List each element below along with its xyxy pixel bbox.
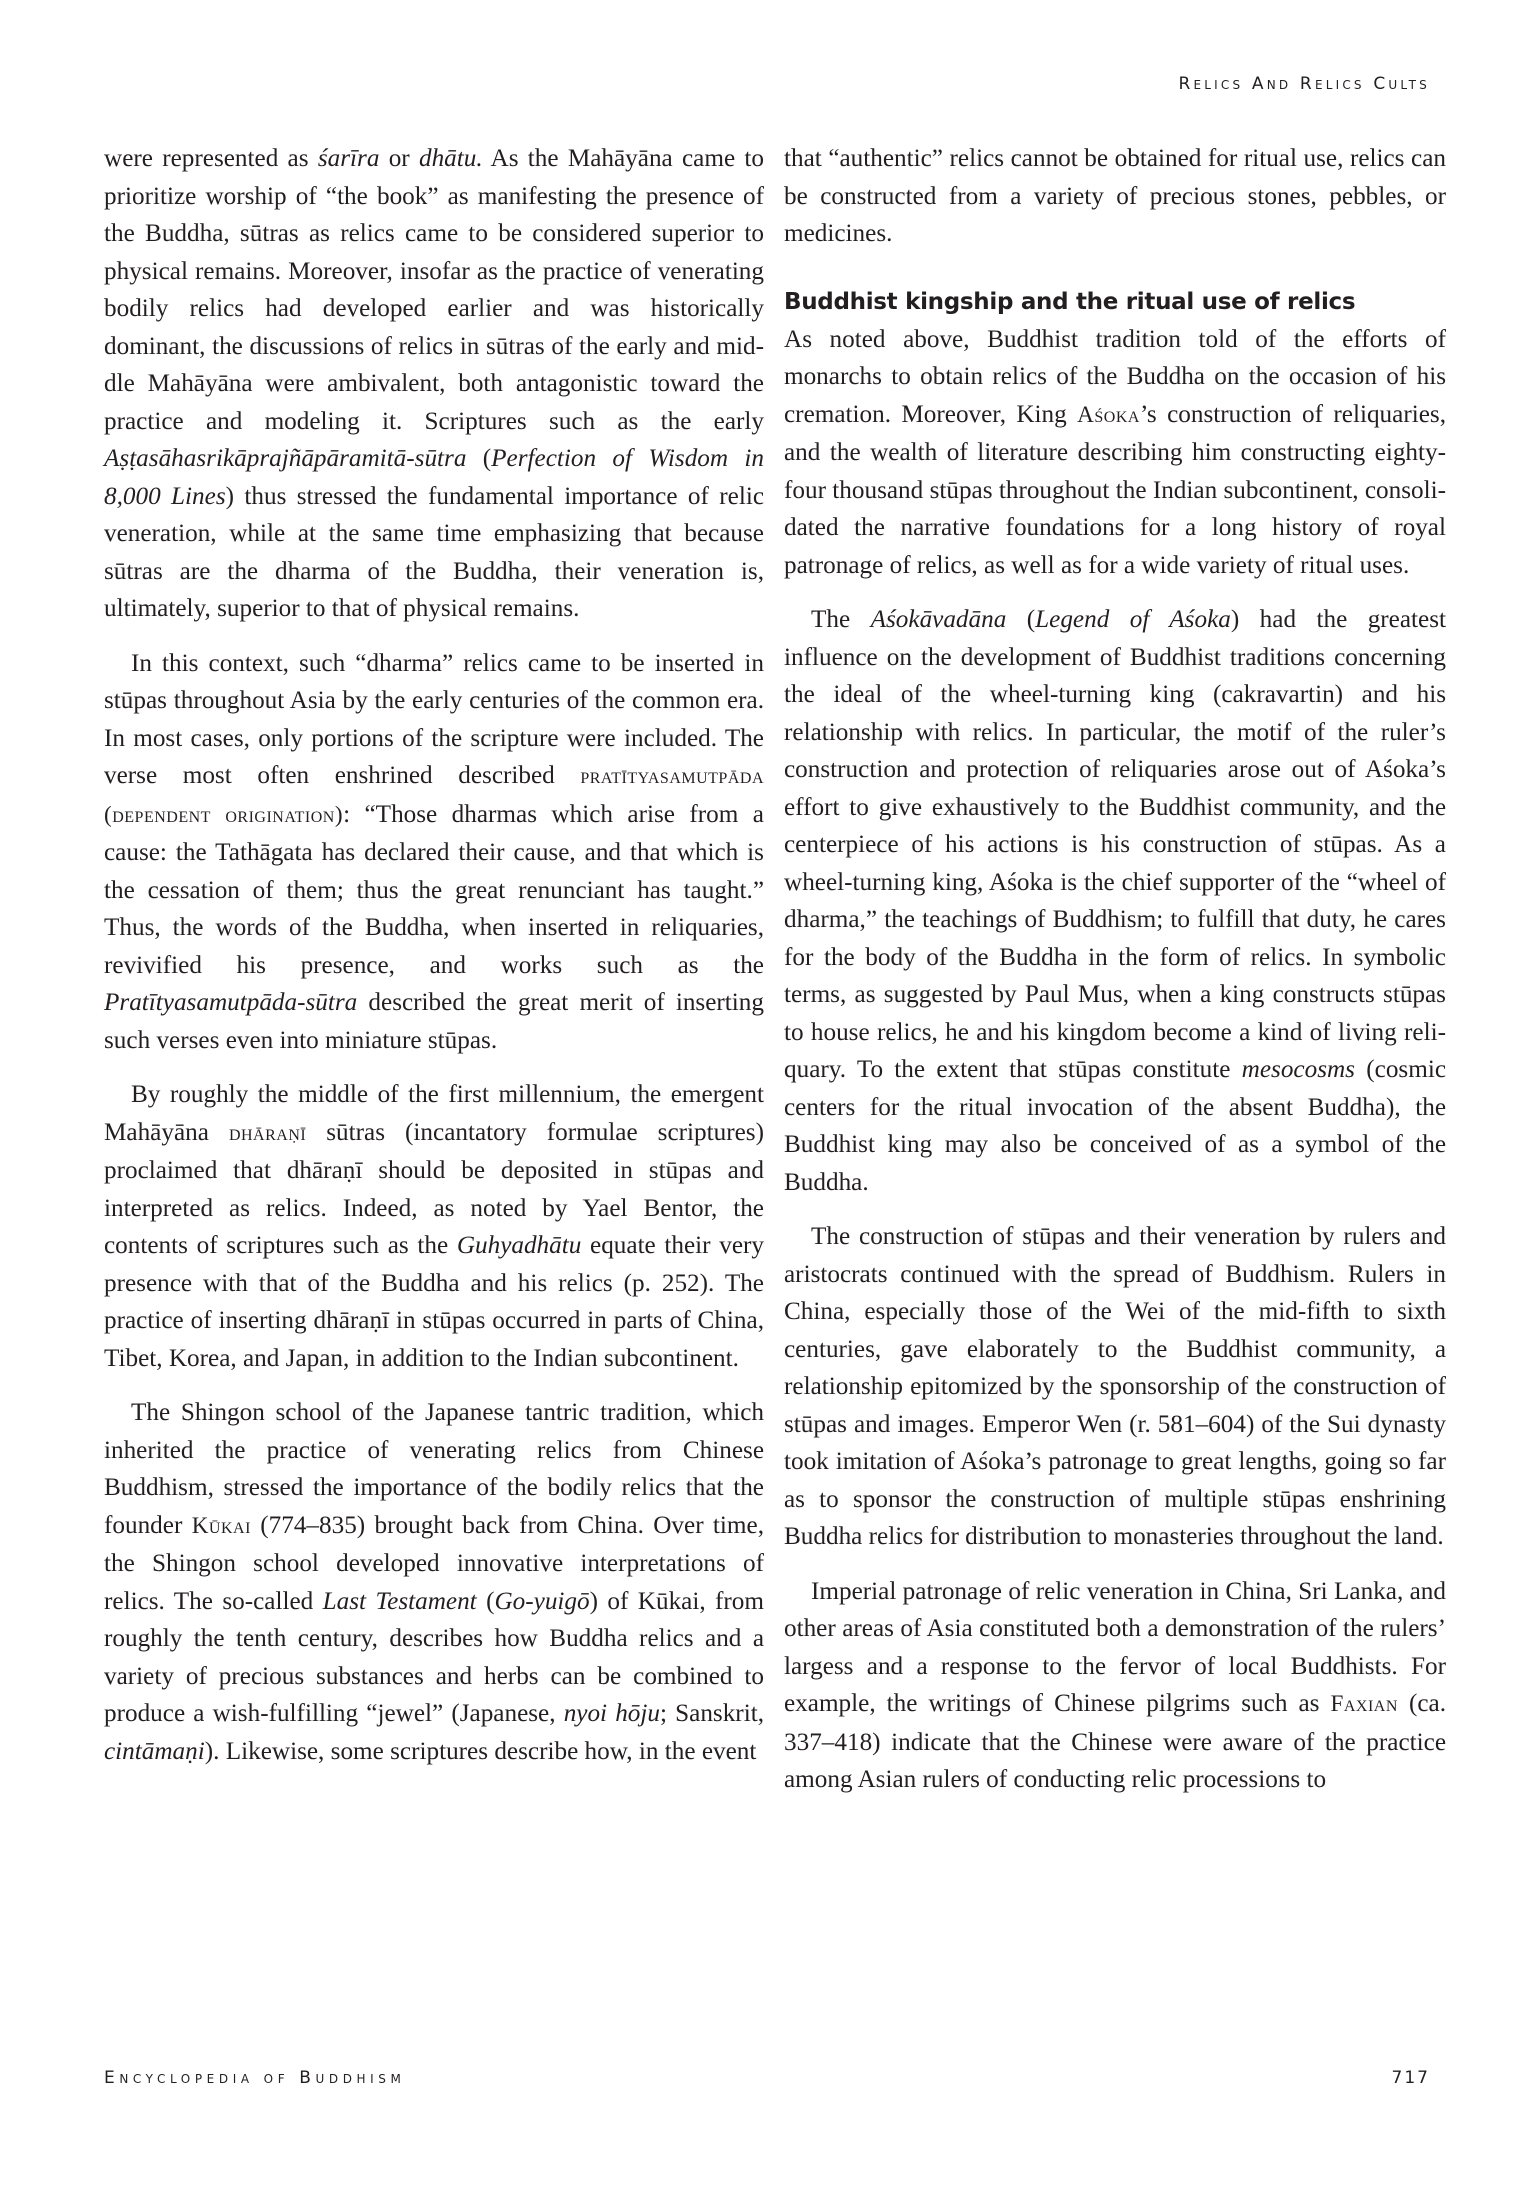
text-run: were represented as bbox=[104, 145, 318, 172]
italic-term: mesocosms bbox=[1241, 1056, 1355, 1083]
text-run: ) thus stressed the fundamental importance of relic veneration, while at the same time emphasizing that because sūtras are the dharma of the Buddha, their veneration is, ultimately, superior to that of physical remains. bbox=[104, 482, 764, 622]
cross-reference-link[interactable]: Faxian bbox=[1330, 1691, 1398, 1717]
left-column bbox=[104, 140, 764, 1787]
italic-term: Guhyadhātu bbox=[456, 1232, 582, 1259]
text-run: ( bbox=[466, 445, 492, 472]
italic-term: Legend of Aśoka bbox=[1035, 606, 1231, 633]
italic-term: Aṣṭasāhasrikāprajñāpāramitā-sūtra bbox=[104, 445, 467, 472]
text-run: In this context, such “dharma” relics came to be inserted in stūpas throughout Asia by the early centuries of the common era. In most cases, only portions of the scripture were included. The verse most often enshrined described bbox=[104, 649, 764, 789]
text-run: ). Likewise, some scriptures describe how, in the event bbox=[204, 1737, 757, 1765]
cross-reference-link[interactable]: Kūkai bbox=[191, 1512, 251, 1539]
text-run: ) of Kūkai, from roughly the tenth century, describes how Buddha relics and a variety of precious substances and herbs can be combined to produce a wish-fulfilling “jewel” (Japanese, bbox=[104, 1587, 764, 1727]
italic-term: Last Testament bbox=[322, 1587, 477, 1615]
text-run: As the Mahāyāna came to prioritize worship of “the book” as manifesting the presence of the Buddha, sūtras as relics came to be considered superior to physical remains. Moreover, insofar as the practice of venerating bodily relics had developed earlier and was historically dominant, the discussions of relics in sūtras of the early and middle Mahāyāna were ambivalent, both antagonistic toward the practice and modeling it. Scriptures such as the early bbox=[104, 145, 765, 435]
paragraph bbox=[104, 645, 764, 1060]
italic-term: cintāmaṇi bbox=[104, 1737, 205, 1765]
italic-term: Go-yuigō bbox=[494, 1587, 590, 1615]
italic-term: dhātu. bbox=[418, 145, 483, 172]
paragraph bbox=[104, 1394, 764, 1770]
text-run: ) had the greatest influence on the development of Buddhist traditions concerning the ideal of the wheel-turning king (cakravartin) and his relationship with relics. In particular, the motif of the ruler’s construction and protection of reliquaries arose out of Aśoka’s effort to give exhaustively to the Buddhist community, and the centerpiece of his actions is his construction of stūpas. As a wheel-turning king, Aśoka is the chief supporter of the “wheel of dharma,” the teachings of Buddhism; to fulfill that duty, he cares for the body of the Buddha in the form of relics. In symbolic terms, as suggested by Paul Mus, when a king constructs stūpas to house relics, he and his kingdom become a kind of living reliquary. To the extent that stūpas constitute bbox=[784, 606, 1447, 1083]
page-number: 717 bbox=[1391, 2068, 1430, 2088]
paragraph bbox=[104, 1076, 764, 1377]
page-footer bbox=[104, 2068, 1430, 2088]
text-run: ; Sanskrit, bbox=[659, 1700, 764, 1727]
cross-reference-link[interactable]: pratītyasamutpāda (dependent origination) bbox=[104, 763, 764, 828]
paragraph-continued bbox=[784, 140, 1446, 253]
text-run: The construction of stūpas and their veneration by rulers and aristocrats continued with the spread of Buddhism. Rulers in China, especially those of the Wei of the mid-fifth to sixth centuries, gave elaborately to the Buddhist community, a relationship epitomized by the sponsorship of the construction of stūpas and images. Emperor Wen (r. 581–604) of the Sui dynasty took imitation of Aśoka’s patronage to great lengths, going so far as to sponsor the construction of multiple stūpas enshrining Buddha relics for distribution to monasteries throughout the land. bbox=[784, 1223, 1446, 1550]
right-column bbox=[784, 140, 1446, 1816]
text-run: ( bbox=[476, 1587, 495, 1615]
italic-term: Perfection of Wisdom in 8,000 Lines bbox=[104, 445, 765, 510]
text-run: Imperial patronage of relic veneration in China, Sri Lanka, and other areas of Asia constituted both a demonstration of the rulers’ largess and a response to the fervor of local Buddhists. For example, the writings of Chinese pilgrims such as bbox=[784, 1577, 1446, 1717]
text-run: (774–835) brought back from China. Over time, the Shingon school developed innovative interpretations of relics. The so-called bbox=[104, 1511, 764, 1615]
cross-reference-link[interactable]: Aśoka bbox=[1077, 401, 1140, 428]
text-run: (cosmic centers for the ritual invocation of the absent Buddha), the Buddhist king may also be conceived of as a symbol of the Buddha. bbox=[784, 1056, 1447, 1196]
cross-reference-link[interactable]: dhāraṇī bbox=[228, 1119, 307, 1146]
text-run: (ca. 337–418) indicate that the Chinese were aware of the practice among Asian rulers of conducting relic processions to bbox=[784, 1690, 1447, 1793]
text-run: sūtras (incantatory formulae scriptures) proclaimed that dhāraṇī should be deposited in stūpas and interpreted as relics. Indeed, as noted by Yael Bentor, the contents of scriptures such as the bbox=[104, 1118, 764, 1259]
paragraph bbox=[784, 1218, 1446, 1556]
text-run: As noted above, Buddhist tradition told of the efforts of monarchs to obtain relics of the Buddha on the occasion of his cremation. Moreover, King bbox=[784, 325, 1446, 428]
text-run: that “authentic” relics cannot be obtained for ritual use, relics can be constructed from a variety of precious stones, pebbles, or medicines. bbox=[784, 145, 1446, 247]
text-run: : “Those dharmas which arise from a cause: the Tathāgata has declared their cause, and that which is the cessation of them; thus the great renunciant has taught.” Thus, the words of the Buddha, when inserted in reliquaries, revivified his presence, and works such as the bbox=[104, 800, 764, 979]
text-run: described the great merit of inserting such verses even into miniature stūpas. bbox=[104, 989, 764, 1054]
italic-term: śarīra bbox=[317, 145, 380, 172]
paragraph bbox=[784, 1573, 1446, 1799]
text-run: ( bbox=[1006, 606, 1036, 633]
text-run: The bbox=[811, 606, 871, 633]
italic-term: Aśokāvadāna bbox=[870, 606, 1007, 633]
section-heading: Buddhist kingship and the ritual use of relics bbox=[784, 288, 1356, 315]
italic-term: nyoi hōju bbox=[563, 1700, 660, 1727]
paragraph bbox=[784, 601, 1446, 1201]
text-run: equate their very presence with that of the Buddha and his relics (p. 252). The practice of inserting dhāraṇī in stūpas occurred in parts of China, Tibet, Korea, and Japan, in addition to the Indian subcontinent. bbox=[104, 1232, 764, 1372]
paragraph bbox=[104, 140, 764, 628]
text-run: ’s construction of reliquaries, and the wealth of literature describing him constructing eighty-four thousand stūpas throughout the Indian subcontinent, consolidated the narrative foundations for a long history of royal patronage of relics, as well as for a wide variety of ritual uses. bbox=[784, 400, 1446, 579]
text-run: or bbox=[379, 145, 419, 172]
footer-book-title: Encyclopedia of Buddhism bbox=[104, 2068, 406, 2088]
running-head: Relics And Relics Cults bbox=[1178, 74, 1430, 94]
text-run: The Shingon school of the Japanese tantric tradition, which inherited the practice of venerating relics from Chinese Buddhism, stressed the importance of the bodily relics that the founder bbox=[104, 1399, 764, 1539]
paragraph bbox=[784, 321, 1446, 585]
text-run: By roughly the middle of the first millennium, the emergent Mahāyāna bbox=[104, 1081, 764, 1146]
italic-term: Pratītyasamutpāda-sūtra bbox=[104, 989, 358, 1016]
